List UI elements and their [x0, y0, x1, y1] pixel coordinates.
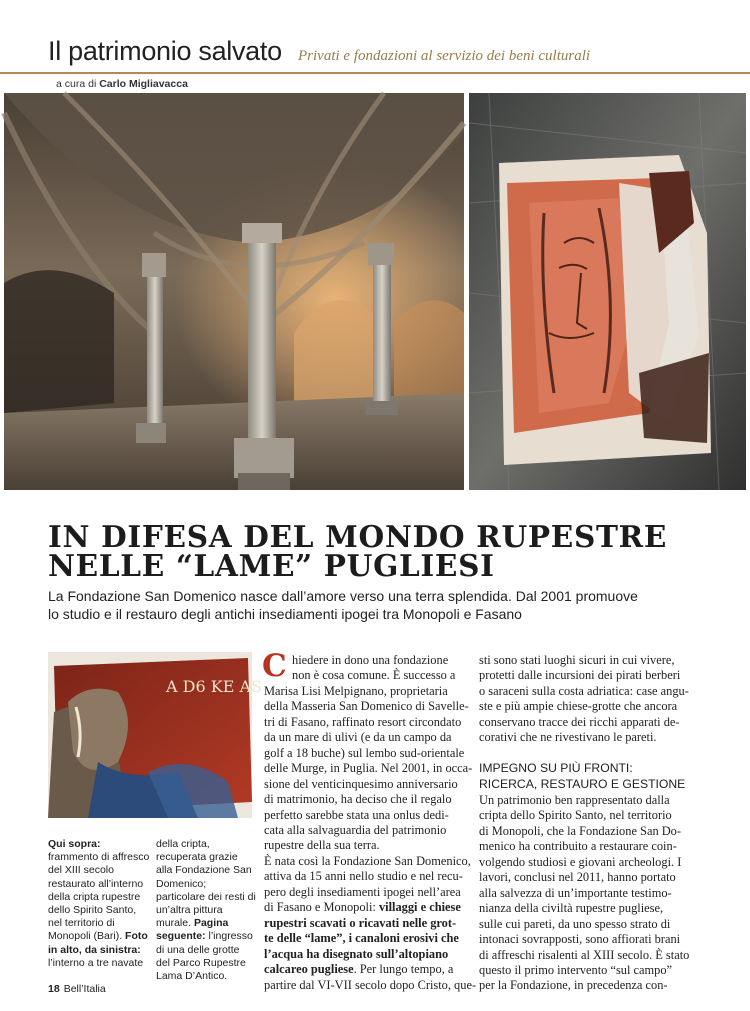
body-line: della Masseria San Domenico di Savelle-: [264, 699, 469, 714]
body-line: corativi che ne rivestivano le pareti.: [479, 730, 657, 745]
body-line: tri di Fasano, raffinato resort circondato: [264, 714, 462, 729]
body-line: da un mare di ulivi (e da un campo da: [264, 730, 452, 745]
caption-label: Foto in alto, da sinistra:: [48, 930, 148, 956]
body-line: questo il primo intervento “sul campo”: [479, 962, 673, 977]
headline-line: IN DIFESA DEL MONDO RUPESTRE: [48, 519, 668, 554]
body-line: volgendo studiosi e giovani archeologi. I: [479, 854, 682, 869]
magazine-name: Bell’Italia: [63, 983, 106, 995]
section-subheading: [479, 761, 689, 792]
body-line: cata alla salvaguardia del patrimonio: [264, 822, 447, 837]
body-line: menico ha contribuito a restaurare coin-: [479, 839, 677, 854]
article-headline: [48, 519, 698, 583]
header-divider: [0, 72, 750, 74]
body-line: rupestre della sua terra.: [264, 838, 380, 853]
subheading-line: RICERCA, RESTAURO E GESTIONE: [479, 776, 686, 791]
body-line: per la Fondazione, in precedenza con-: [479, 978, 668, 993]
caption-text: frammento di affresco del XIII secolo restaurato all’interno della cripta rupestre dello Spirito Santo, nel territorio di Monopoli (Bari).: [48, 851, 150, 943]
body-line: sulle cui pareti, da uno spesso strato di: [479, 916, 671, 931]
body-line: protetti dalle incursioni dei pirati berberi: [479, 668, 681, 683]
deck-line: lo studio e il restauro degli antichi insediamenti ipogei tra Monopoli e Fasano: [48, 606, 522, 622]
body-line: alla salvezza di un’importante testimo-: [479, 885, 672, 900]
caption-text: l’interno a tre navate: [48, 956, 144, 969]
body-line: di matrimonio, ha deciso che il regalo: [264, 792, 452, 807]
body-line: Marisa Lisi Melpignano, proprietaria: [264, 683, 448, 698]
body-line: delle Murge, in Puglia. Nel 2001, in occa-: [264, 761, 473, 776]
fresco-fragment-photo: [48, 652, 262, 818]
subheading-line: IMPEGNO SU PIÙ FRONTI:: [479, 761, 633, 775]
page-footer: [48, 983, 106, 995]
fresco-inscription: A D6 KE AS: [166, 677, 262, 696]
body-line: lavori, conclusi nel 2011, hanno portato: [479, 870, 676, 885]
section-title: Il patrimonio salvato: [48, 36, 282, 66]
drop-cap: C: [262, 648, 287, 684]
body-line: te delle “lame”, i canaloni erosivi che: [264, 931, 459, 946]
body-line: nianza della civiltà rupestre pugliese,: [479, 901, 664, 916]
body-line: sti sono stati luoghi sicuri in cui vivere,: [479, 653, 675, 667]
byline-prefix: a cura di: [56, 78, 97, 90]
body-line: sione del venticinquesimo anniversario: [264, 776, 458, 791]
byline-author: Carlo Migliavacca: [99, 78, 188, 90]
caption-text: della cripta, recuperata grazie alla Fondazione San Domenico; particolare dei resti di un’altra pittura murale.: [156, 838, 256, 930]
fresco-detail-photo: [469, 93, 746, 490]
section-subtitle: Privati e fondazioni al servizio dei beni culturali: [298, 48, 591, 64]
headline-line: NELLE “LAME” PUGLIESI: [48, 548, 495, 583]
caption-label: Pagina seguente:: [156, 917, 229, 943]
body-line: partire dal VI-VII secolo dopo Cristo, que-: [264, 977, 477, 992]
body-line: golf a 18 buche) sul lembo sud-orientale: [264, 745, 465, 760]
body-line: di Monopoli, che la Fondazione San Do-: [479, 823, 682, 838]
body-line: conservano tracce dei ricchi apparati de-: [479, 714, 680, 729]
photo-caption-left: [48, 838, 152, 970]
body-line: ste e più ampie chiese-grotte che ancora: [479, 699, 678, 714]
body-line: cripta dello Spirito Santo, nel territorio: [479, 808, 672, 823]
article-deck: [48, 587, 688, 623]
body-line: di affreschi risalenti al XIII secolo. È stato: [479, 947, 690, 962]
byline: [56, 78, 188, 90]
body-line: o saraceni sulla costa adriatica: case angu-: [479, 683, 689, 698]
body-line: hiedere in dono una fondazione: [292, 653, 449, 667]
body-line: rupestri scavati o ricavati nelle grot-: [264, 915, 457, 930]
body-line: pero degli insediamenti ipogei nell’area: [264, 884, 461, 899]
body-line: Un patrimonio ben rappresentato dalla: [479, 793, 670, 807]
body-line: l’acqua ha disegnato sull’altopiano: [264, 946, 449, 961]
caption-label: Qui sopra:: [48, 838, 101, 850]
body-line: perfetto sarebbe stata una onlus dedi-: [264, 807, 449, 822]
body-line: attiva da 15 anni nello studio e nel recu-: [264, 869, 463, 884]
body-column-2: [479, 653, 689, 746]
deck-line: La Fondazione San Domenico nasce dall’amore verso una terra splendida. Dal 2001 promuove: [48, 588, 638, 604]
crypt-interior-photo: [4, 93, 464, 490]
caption-text: l’ingresso di una delle grotte del Parco Rupestre Lama D’Antico.: [156, 930, 253, 983]
body-line: intonaci sovrapposti, sono affiorati brani: [479, 932, 681, 947]
body-line: È nata così la Fondazione San Domenico,: [264, 853, 471, 868]
page-number: 18: [48, 983, 60, 995]
body-column-1: [262, 648, 477, 993]
photo-caption-right: [156, 838, 256, 983]
body-line: non è cosa comune. È successo a: [292, 668, 456, 683]
body-line: calcareo pugliese. Per lungo tempo, a: [264, 962, 454, 977]
body-column-2-continued: [479, 793, 690, 994]
body-line: di Fasano e Monopoli: villaggi e chiese: [264, 900, 461, 915]
